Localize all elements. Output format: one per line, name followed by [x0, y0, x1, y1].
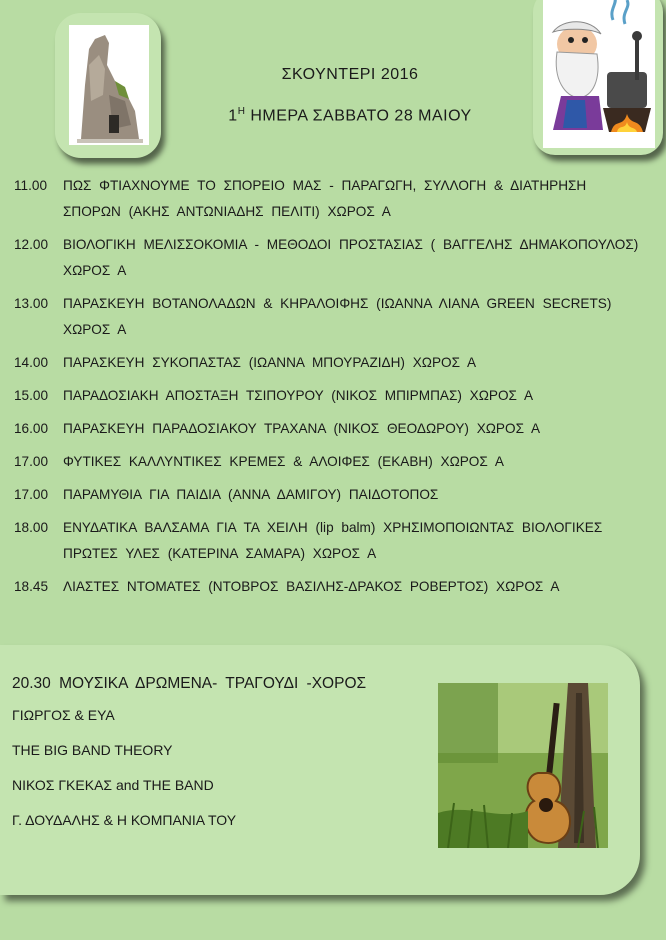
- ruined-tower-image: [69, 25, 149, 145]
- schedule-text: ΒΙΟΛΟΓΙΚΗ ΜΕΛΙΣΣΟΚΟΜΙΑ - ΜΕΘΟΔΟΙ ΠΡΟΣΤΑΣΙΑΣ ( ΒΑΓΓΕΛΗΣ ΔΗΜΑΚΟΠΟΥΛΟΣ) ΧΩΡΟΣ Α: [63, 237, 639, 278]
- music-section: [12, 675, 366, 847]
- day-number: 1: [228, 107, 238, 125]
- schedule-time: 11.00: [14, 178, 48, 193]
- schedule-time: 15.00: [14, 388, 49, 403]
- schedule-item: [14, 173, 639, 225]
- schedule-time: 18.45: [14, 579, 49, 594]
- schedule-text: ΠΑΡΑΜΥΘΙΑ ΓΙΑ ΠΑΙΔΙΑ (ΑΝΝΑ ΔΑΜΙΓΟΥ) ΠΑΙΔΟΤΟΠΟΣ: [63, 487, 439, 502]
- schedule-text: ΕΝΥΔΑΤΙΚΑ ΒΑΛΣΑΜΑ ΓΙΑ ΤΑ ΧΕΙΛΗ (lip balm) ΧΡΗΣΙΜΟΠΟΙΩΝΤΑΣ ΒΙΟΛΟΓΙΚΕΣ ΠΡΩΤΕΣ ΥΛΕΣ (ΚΑΤΕΡΙΝΑ ΣΑΜΑΡΑ) ΧΩΡΟΣ Α: [63, 520, 603, 561]
- schedule-item: [14, 416, 639, 442]
- band-name: THE BIG BAND THEORY: [12, 742, 173, 758]
- band-name: ΓΙΩΡΓΟΣ & ΕΥΑ: [12, 707, 115, 723]
- day-text: ΗΜΕΡΑ ΣΑΒΒΑΤΟ 28 ΜΑΙΟΥ: [250, 107, 472, 125]
- event-title: ΣΚΟΥΝΤΕΡΙ 2016: [281, 66, 419, 83]
- schedule-time: 18.00: [14, 520, 49, 535]
- schedule-item: [14, 515, 639, 567]
- schedule-time: 14.00: [14, 355, 49, 370]
- schedule-text: ΦΥΤΙΚΕΣ ΚΑΛΛΥΝΤΙΚΕΣ ΚΡΕΜΕΣ & ΑΛΟΙΦΕΣ (ΕΚΑΒΗ) ΧΩΡΟΣ Α: [63, 454, 504, 469]
- schedule-list: [14, 173, 639, 607]
- schedule-text: ΠΑΡΑΔΟΣΙΑΚΗ ΑΠΟΣΤΑΞΗ ΤΣΙΠΟΥΡΟΥ (ΝΙΚΟΣ ΜΠΙΡΜΠΑΣ) ΧΩΡΟΣ Α: [63, 388, 534, 403]
- schedule-time: 17.00: [14, 487, 49, 502]
- schedule-item: [14, 574, 639, 600]
- guitar-in-grass-image: [438, 683, 608, 848]
- schedule-item: [14, 232, 639, 284]
- event-day: [175, 106, 525, 125]
- band-name: ΝΙΚΟΣ ΓΚΕΚΑΣ and THE BAND: [12, 777, 214, 793]
- schedule-item: [14, 449, 639, 475]
- music-heading: 20.30 ΜΟΥΣΙΚΑ ΔΡΩΜΕΝΑ- ΤΡΑΓΟΥΔΙ -ΧΟΡΟΣ: [12, 675, 367, 692]
- schedule-item: [14, 383, 639, 409]
- band-name: Γ. ΔΟΥΔΑΛΗΣ & Η ΚΟΜΠΑΝΙΑ ΤΟΥ: [12, 812, 237, 828]
- schedule-text: ΠΑΡΑΣΚΕΥΗ ΒΟΤΑΝΟΛΑΔΩΝ & ΚΗΡΑΛΟΙΦΗΣ (ΙΩΑΝΝΑ ΛΙΑΝΑ GREEN SECRETS) ΧΩΡΟΣ Α: [63, 296, 612, 337]
- schedule-time: 17.00: [14, 454, 49, 469]
- schedule-item: [14, 291, 639, 343]
- schedule-text: ΠΩΣ ΦΤΙΑΧΝΟΥΜΕ ΤΟ ΣΠΟΡΕΙΟ ΜΑΣ - ΠΑΡΑΓΩΓΗ, ΣΥΛΛΟΓΗ & ΔΙΑΤΗΡΗΣΗ ΣΠΟΡΩΝ (ΑΚΗΣ ΑΝΤΩΝΙΑΔΗΣ ΠΕΛΙΤΙ) ΧΩΡΟΣ Α: [63, 178, 587, 219]
- schedule-item: [14, 482, 639, 508]
- day-ordinal-suffix: Η: [237, 106, 246, 117]
- schedule-time: 13.00: [14, 296, 49, 311]
- schedule-item: [14, 350, 639, 376]
- schedule-time: 12.00: [14, 237, 49, 252]
- schedule-text: ΠΑΡΑΣΚΕΥΗ ΠΑΡΑΔΟΣΙΑΚΟΥ ΤΡΑΧΑΝΑ (ΝΙΚΟΣ ΘΕΟΔΩΡΟΥ) ΧΩΡΟΣ Α: [63, 421, 541, 436]
- schedule-text: ΠΑΡΑΣΚΕΥΗ ΣΥΚΟΠΑΣΤΑΣ (ΙΩΑΝΝΑ ΜΠΟΥΡΑΖΙΔΗ) ΧΩΡΟΣ Α: [63, 355, 477, 370]
- cauldron-cook-illustration: [543, 0, 655, 148]
- schedule-time: 16.00: [14, 421, 49, 436]
- schedule-text: ΛΙΑΣΤΕΣ ΝΤΟΜΑΤΕΣ (ΝΤΟΒΡΟΣ ΒΑΣΙΛΗΣ-ΔΡΑΚΟΣ ΡΟΒΕΡΤΟΣ) ΧΩΡΟΣ Α: [63, 579, 560, 594]
